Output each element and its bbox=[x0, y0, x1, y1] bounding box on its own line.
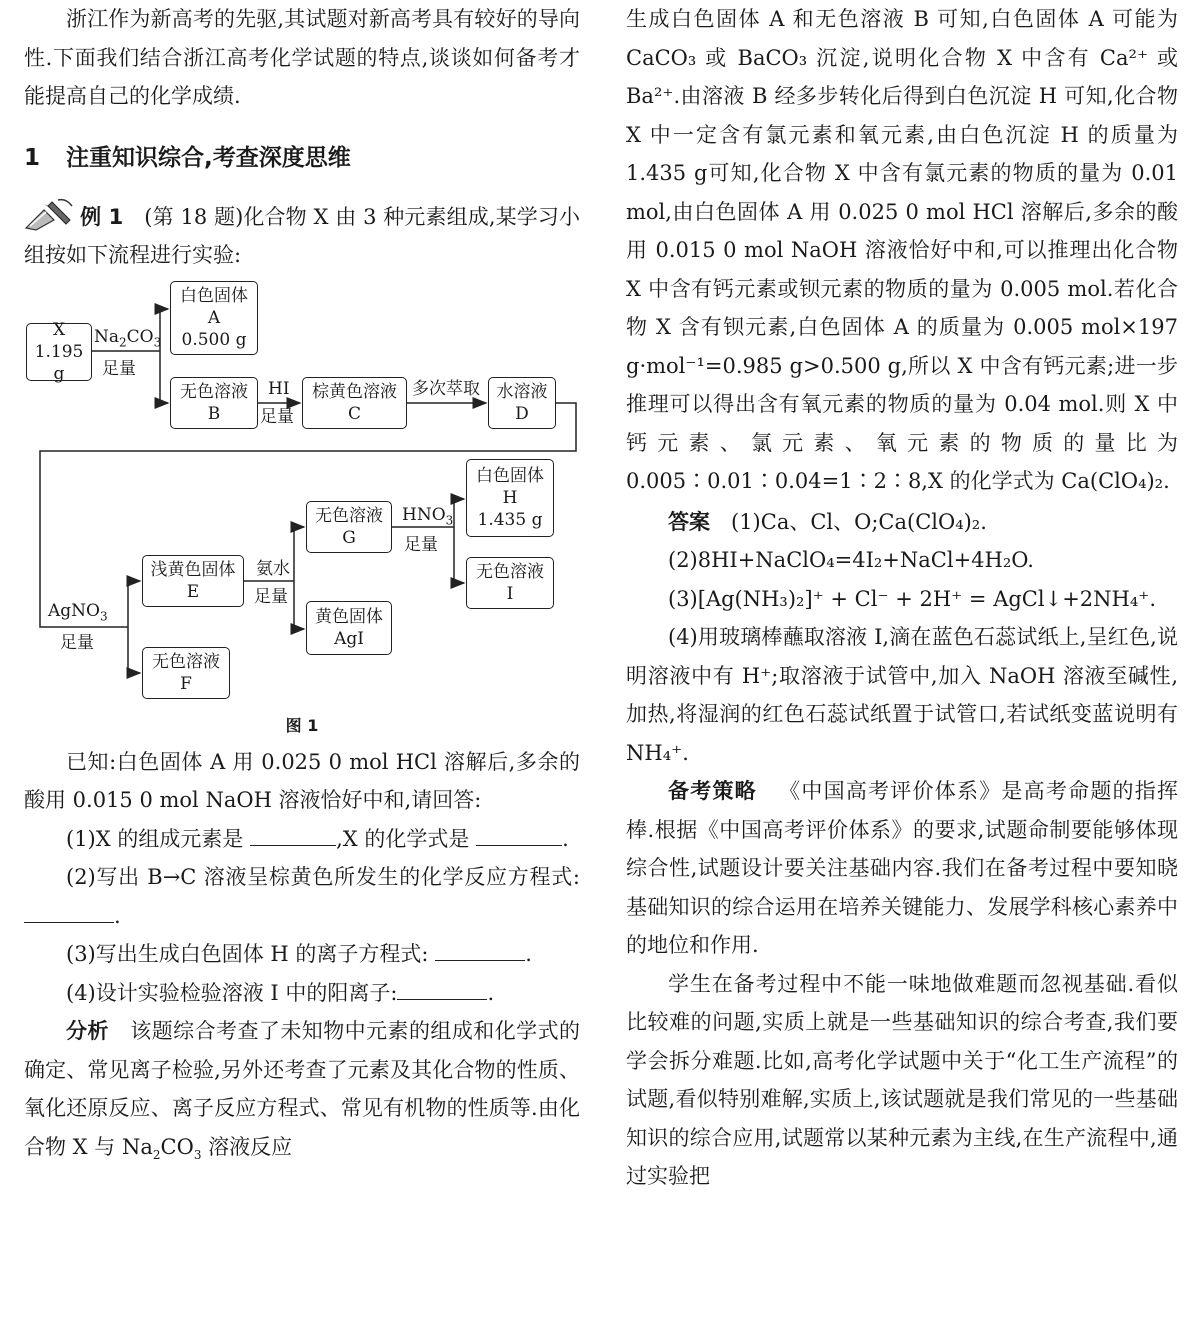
analysis-paragraph: 分析 该题综合考查了未知物中元素的组成和化学式的确定、常见离子检验,另外还考查了元素及其化合物的性质、氧化还原反应、离子反应方程式、常见有机物的性质等.由化合物 X 与 $Na_2CO_3$ 溶液反应 bbox=[24, 1019, 581, 1162]
question-3-text-a: (3)写出生成白色固体 H 的离子方程式: bbox=[66, 942, 429, 966]
example-paragraph bbox=[24, 198, 580, 275]
box-agi-label: 黄色固体 bbox=[315, 606, 383, 627]
known-paragraph: 已知:白色固体 A 用 0.025 0 mol HCl 溶解后,多余的酸用 0.015 0 mol NaOH 溶液恰好中和,请回答: bbox=[24, 749, 580, 812]
strategy-paragraph bbox=[626, 772, 1178, 965]
reagent-hno3-amount: 足量 bbox=[404, 534, 438, 555]
question-1-text-b: ,X 的化学式是 bbox=[336, 826, 470, 851]
answer-blank-1b bbox=[476, 823, 562, 846]
reagent-agno3-amount: 足量 bbox=[60, 632, 94, 653]
box-g-name: G bbox=[342, 527, 356, 548]
box-b-label: 无色溶液 bbox=[180, 381, 248, 402]
box-h-name: H bbox=[502, 487, 518, 508]
strategy-label: 备考策略 bbox=[668, 779, 757, 803]
reagent-na2co3-sub1: 2 bbox=[119, 334, 127, 349]
question-3 bbox=[24, 935, 580, 974]
example-label: 例 1 bbox=[80, 204, 124, 229]
reagent-extract: 多次萃取 bbox=[412, 378, 480, 399]
question-4 bbox=[24, 974, 580, 1013]
box-c-name: C bbox=[347, 403, 361, 424]
reagent-ammonia: 氨水 bbox=[256, 558, 290, 579]
box-h-mass: 1.435 g bbox=[477, 509, 543, 530]
box-d-label: 水溶液 bbox=[496, 381, 548, 402]
box-a-label: 白色固体 bbox=[180, 285, 248, 306]
box-x-mass: 1.195 g bbox=[34, 341, 84, 384]
box-a bbox=[170, 281, 258, 355]
question-1-text-c: . bbox=[562, 826, 569, 851]
box-d-name: D bbox=[515, 403, 529, 424]
analysis-continued: 生成白色固体 A 和无色溶液 B 可知,白色固体 A 可能为 CaCO₃ 或 BaCO₃ 沉淀,说明化合物 X 中含有 Ca²⁺ 或 Ba²⁺.由溶液 B 经多步转化后得到白色沉淀 H 可知,化合物 X 中一定含有氯元素和氧元素,由白色沉淀 H 的质量为1.435 g可知,化合物 X 中含有氯元素的物质的量为 0.01 mol,由白色固体 A 用 0.025 0 mol HCl 溶解后,多余的酸用 0.015 0 mol NaOH 溶液恰好中和,可以推理出化合物 X 中含有钙元素或钡元素的物质的量为 0.005 mol.若化合物 X 含有钡元素,白色固体 A 的质量为 0.005 mol×197 g·mol⁻¹=0.985 g>0.500 g,所以 X 中含有钙元素;进一步推理可以得出含有氧元素的物质的量为 0.04 mol.则 X 中钙元素、氯元素、氧元素的物质的量比为 0.005∶0.01∶0.04=1∶2∶8,X 的化学式为 Ca(ClO₄)₂. bbox=[626, 7, 1178, 493]
reagent-hi-amount: 足量 bbox=[260, 406, 294, 427]
figure-caption: 图 1 bbox=[285, 715, 319, 735]
question-1 bbox=[24, 820, 580, 859]
reagent-hno3-a: HNO bbox=[402, 504, 446, 525]
box-h-label: 白色固体 bbox=[476, 465, 544, 486]
box-f-name: F bbox=[180, 673, 192, 694]
answer-line-1 bbox=[626, 503, 1178, 542]
box-g-label: 无色溶液 bbox=[315, 505, 383, 526]
reagent-hno3-sub: 3 bbox=[445, 512, 454, 527]
question-2-text-b: . bbox=[114, 903, 121, 928]
pen-book-icon bbox=[24, 198, 76, 232]
analysis-text: 该题综合考查了未知物中元素的组成和化学式的确定、常见离子检验,另外还考查了元素及其化合物的性质、氧化还原反应、离子反应方程式、常见有机物的性质等.由化合物 X 与 Na bbox=[24, 1019, 581, 1159]
answer-1-text: (1)Ca、Cl、O;Ca(ClO₄)₂. bbox=[731, 509, 987, 534]
box-a-name: A bbox=[207, 307, 221, 328]
reagent-na2co3-b: CO bbox=[126, 326, 154, 347]
reagent-na2co3-sub2: 3 bbox=[153, 334, 162, 349]
box-c-label: 棕黄色溶液 bbox=[312, 381, 397, 402]
box-f-label: 无色溶液 bbox=[152, 651, 220, 672]
answer-line-4: (4)用玻璃棒蘸取溶液 I,滴在蓝色石蕊试纸上,呈红色,说明溶液中有 H⁺;取溶液于试管中,加入 NaOH 溶液至碱性,加热,将湿润的红色石蕊试纸置于试管口,若试纸变蓝说明有 NH₄⁺. bbox=[626, 625, 1178, 765]
box-d bbox=[488, 377, 556, 429]
answer-blank-2 bbox=[24, 900, 114, 923]
flowchart bbox=[24, 281, 580, 741]
answer-line-2: (2)8HI+NaClO₄=4I₂+NaCl+4H₂O. bbox=[668, 548, 1034, 572]
box-b bbox=[170, 377, 258, 429]
box-c bbox=[302, 377, 407, 429]
answer-blank-3 bbox=[435, 938, 525, 961]
box-a-mass: 0.500 g bbox=[181, 329, 247, 350]
box-f bbox=[142, 647, 230, 699]
question-2-text-a: (2)写出 B→C 溶液呈棕黄色所发生的化学反应方程式: bbox=[66, 865, 580, 889]
box-i-name: I bbox=[506, 583, 514, 604]
reagent-hno3 bbox=[402, 505, 453, 530]
answer-label: 答案 bbox=[668, 509, 710, 534]
section-number: 1 bbox=[24, 144, 41, 171]
question-1-text-a: (1)X 的组成元素是 bbox=[66, 826, 244, 851]
left-column bbox=[24, 0, 580, 1174]
box-e-label: 浅黄色固体 bbox=[150, 559, 236, 580]
analysis-label: 分析 bbox=[66, 1019, 109, 1043]
box-e-name: E bbox=[186, 581, 200, 602]
reagent-agno3 bbox=[48, 601, 108, 626]
answer-blank-1a bbox=[250, 823, 336, 846]
box-b-name: B bbox=[207, 403, 221, 424]
box-e bbox=[142, 555, 244, 607]
reagent-na2co3-a: Na bbox=[94, 326, 120, 347]
box-agi-name: AgI bbox=[334, 628, 364, 649]
reagent-na2co3-amount: 足量 bbox=[102, 358, 136, 379]
question-2 bbox=[24, 858, 580, 935]
reagent-hi: HI bbox=[268, 378, 290, 399]
box-g bbox=[306, 501, 392, 553]
reagent-na2co3 bbox=[94, 327, 161, 352]
reagent-ammonia-amount: 足量 bbox=[254, 586, 288, 607]
example-text: (第 18 题)化合物 X 由 3 种元素组成,某学习小组按如下流程进行实验: bbox=[24, 204, 580, 267]
question-4-text-b: . bbox=[487, 980, 495, 1005]
box-h bbox=[466, 459, 554, 537]
answer-line-3: (3)[Ag(NH₃)₂]⁺ + Cl⁻ + 2H⁺ = AgCl↓+2NH₄⁺. bbox=[668, 586, 1157, 611]
answer-blank-4 bbox=[397, 977, 487, 1000]
box-x bbox=[26, 319, 92, 384]
reagent-agno3-a: AgNO bbox=[48, 600, 100, 621]
section-heading bbox=[24, 138, 580, 178]
section-title: 注重知识综合,考查深度思维 bbox=[66, 144, 351, 171]
strategy-text: 《中国高考评价体系》是高考命题的指挥棒.根据《中国高考评价体系》的要求,试题命制要能够体现综合性,试题设计要关注基础内容.我们在备考过程中要知晓基础知识的综合运用在培养关键能力、发展学科核心素养中的地位和作用. bbox=[626, 779, 1179, 957]
box-agi bbox=[306, 601, 392, 655]
question-3-text-b: . bbox=[525, 942, 532, 966]
box-i-label: 无色溶液 bbox=[476, 561, 544, 582]
question-4-text-a: (4)设计实验检验溶液 I 中的阳离子: bbox=[66, 980, 398, 1005]
box-x-name: X bbox=[52, 319, 66, 340]
right-column bbox=[626, 0, 1178, 1196]
reagent-agno3-sub: 3 bbox=[99, 608, 108, 623]
closing-paragraph: 学生在备考过程中不能一味地做难题而忽视基础.看似比较难的问题,实质上就是一些基础知识的综合考查,我们要学会拆分难题.比如,高考化学试题中关于“化工生产流程”的试题,看似特别难解,实质上,该试题就是我们常见的一些基础知识的综合应用,试题常以某种元素为主线,在生产流程中,通过实验把 bbox=[626, 971, 1178, 1188]
box-i bbox=[466, 557, 554, 609]
intro-paragraph: 浙江作为新高考的先驱,其试题对新高考具有较好的导向性.下面我们结合浙江高考化学试题的特点,谈谈如何备考才能提高自己的化学成绩. bbox=[24, 7, 580, 108]
